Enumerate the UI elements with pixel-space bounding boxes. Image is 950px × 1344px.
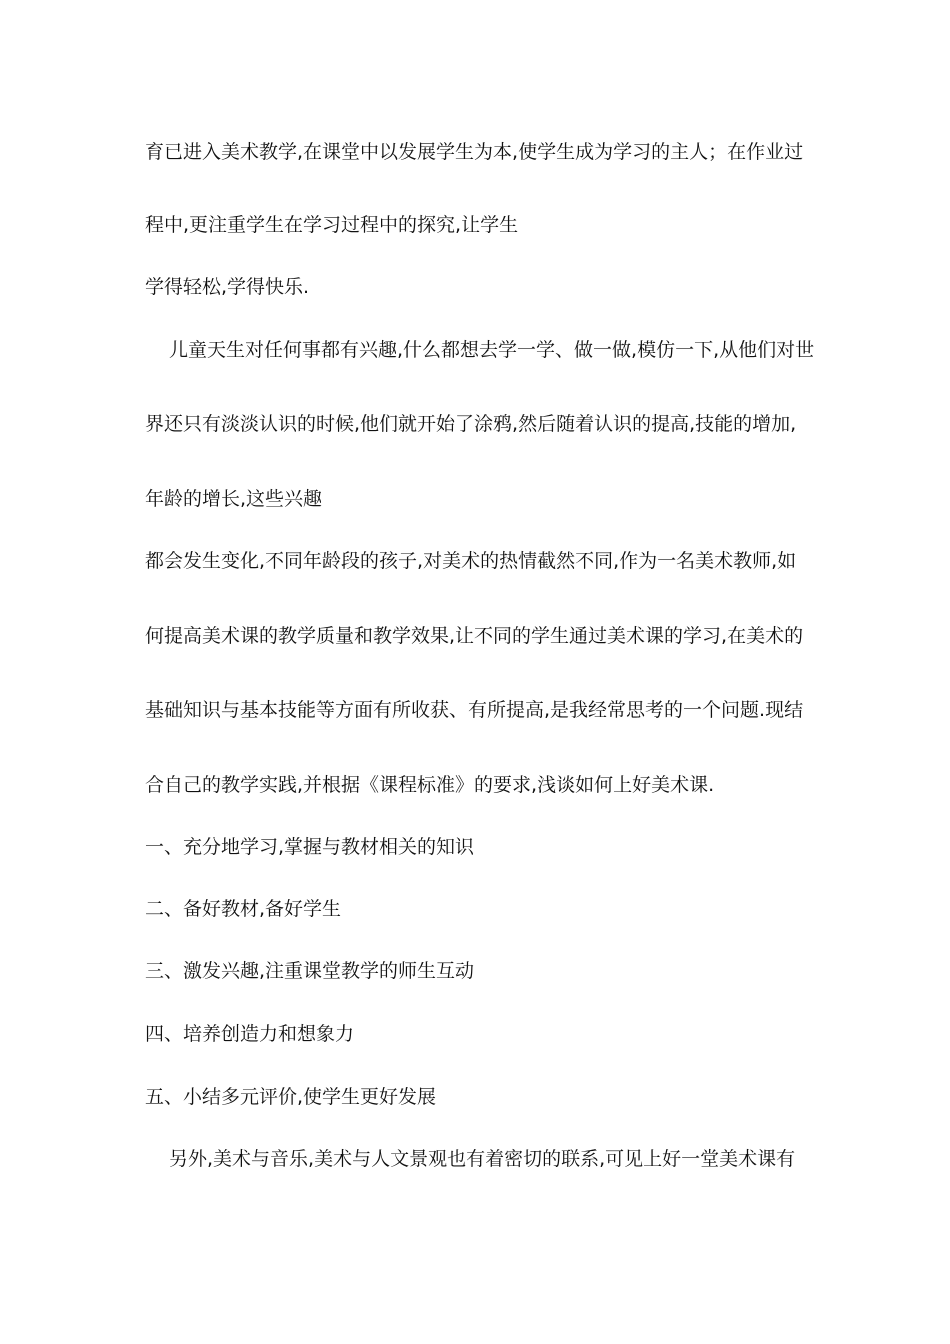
list-item-5: 五、小结多元评价,使学生更好发展: [145, 1086, 437, 1108]
paragraph-line-9: 基础知识与基本技能等方面有所收获、有所提高,是我经常思考的一个问题.现结: [145, 699, 804, 721]
paragraph-line-3: 学得轻松,学得快乐.: [145, 276, 310, 298]
paragraph-line-7: 都会发生变化,不同年龄段的孩子,对美术的热情截然不同,作为一名美术教师,如: [145, 550, 797, 572]
paragraph-line-2: 程中,更注重学生在学习过程中的探究,让学生: [145, 214, 519, 236]
paragraph-line-5: 界还只有淡淡认识的时候,他们就开始了涂鸦,然后随着认识的提高,技能的增加,: [145, 413, 797, 435]
list-item-2: 二、备好教材,备好学生: [145, 898, 342, 920]
paragraph-line-6: 年龄的增长,这些兴趣: [145, 488, 323, 510]
paragraph-line-1: 育已进入美术教学,在课堂中以发展学生为本,使学生成为学习的主人；在作业过: [145, 141, 804, 163]
paragraph-line-11: 另外,美术与音乐,美术与人文景观也有着密切的联系,可见上好一堂美术课有: [169, 1148, 796, 1170]
paragraph-line-10: 合自己的教学实践,并根据《课程标准》的要求,浅谈如何上好美术课.: [145, 774, 715, 796]
list-item-3: 三、激发兴趣,注重课堂教学的师生互动: [145, 960, 475, 982]
paragraph-line-8: 何提高美术课的教学质量和教学效果,让不同的学生通过美术课的学习,在美术的: [145, 625, 804, 647]
list-item-4: 四、培养创造力和想象力: [145, 1023, 355, 1045]
list-item-1: 一、充分地学习,掌握与教材相关的知识: [145, 836, 475, 858]
paragraph-line-4: 儿童天生对任何事都有兴趣,什么都想去学一学、做一做,模仿一下,从他们对世: [169, 339, 815, 361]
